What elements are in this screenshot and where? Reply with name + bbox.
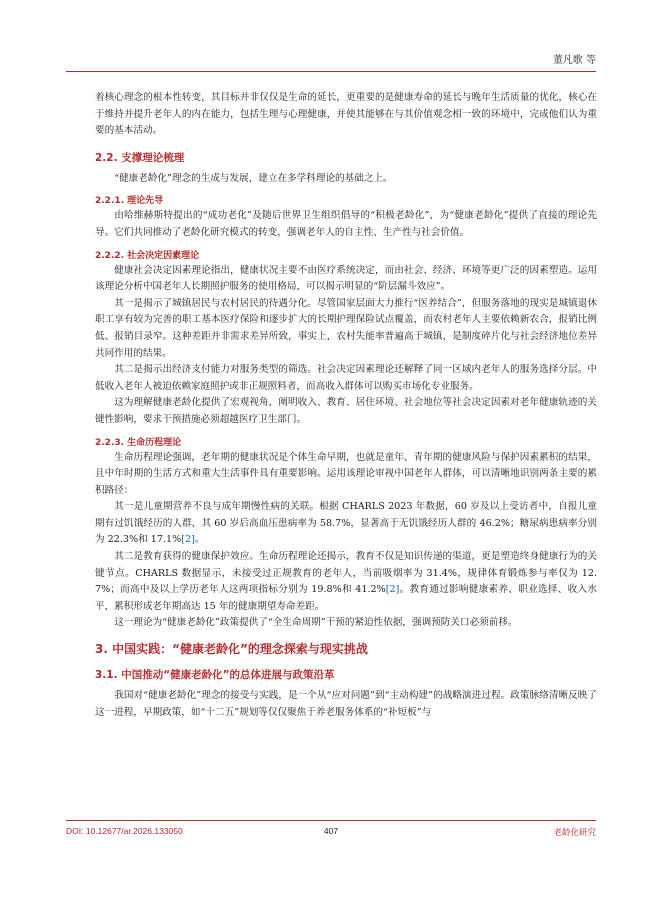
paragraph: 我国对“健康老龄化”理念的接受与实践，是一个从“应对问题”到“主动构建”的战略演进过程。政策脉络清晰反映了这一进程，早期政策，如“十二五”规划等仅仅聚焦于养老服务体系的“补短板”与 bbox=[95, 690, 597, 718]
doi-link[interactable]: DOI: 10.12677/ar.2026.133050 bbox=[66, 826, 183, 836]
paragraph: 这一理论为“健康老龄化”政策提供了“全生命周期”干预的紧迫性依据，强调预防关口必须前移。 bbox=[114, 617, 518, 629]
paragraph: 这为理解健康老龄化提供了宏观视角，阐明收入、教育、居住环境、社会地位等社会决定因素对老年健康轨迹的关键性影响，要求干预措施必须超越医疗卫生部门。 bbox=[95, 397, 597, 425]
paragraph: 其一是揭示了城镇居民与农村居民的待遇分化。尽管国家层面大力推行“医养结合”，但服务落地的现实是城镇退休职工享有较为完善的职工基本医疗保险和逐步扩大的长期护理保险试点覆盖，而农村老年人主要依赖新农合，报销比例低、报销目录窄。这种差距并非需求差异所致，事实上，农村失能率普遍高于城镇，是制度碎片化与社会经济地位差异共同作用的结果。 bbox=[95, 297, 597, 359]
citation-link[interactable]: [2] bbox=[385, 584, 400, 596]
paragraph: 由哈维赫斯特提出的“成功老化”及随后世界卫生组织倡导的“积极老龄化”，为“健康老龄化”提供了直接的理论先导。它们共同推动了老龄化研究模式的转变，强调老年人的自主性、生产性与社会价值。 bbox=[95, 210, 597, 238]
paragraph-text: 。教育通过影响健康素养、职业选择、收入水平，累积形成老年期高达 15 年的健康期望寿命差距。 bbox=[95, 584, 597, 612]
subsection-heading-2-2-3: 2.2.3. 生命历程理论 bbox=[95, 437, 182, 448]
section-heading-2-2: 2.2. 支撑理论梳理 bbox=[95, 151, 185, 164]
subsection-heading-2-2-1: 2.2.1. 理论先导 bbox=[95, 196, 164, 207]
section-heading-3: 3. 中国实践：“健康老龄化”的理念探索与现实挑战 bbox=[95, 642, 368, 657]
citation-link[interactable]: [2] bbox=[181, 534, 195, 546]
paragraph bbox=[95, 549, 597, 615]
paragraph: 其一是儿童期营养不良与成年期慢性病的关联。根据 CHARLS 2023 年数据，60 岁及以上受访者中，自报儿童期有过饥饿经历的人群，其 60 岁后高血压患病率为 58.7%，显著高于无饥饿经历人群的 46.2%；糖尿病患病率分别为 22.3%和 17.1%[2]。 bbox=[95, 501, 597, 546]
running-header-author: 董凡歌 等 bbox=[552, 55, 596, 66]
paragraph-text: 其二是教育获得的健康保护效应。生命历程理论还揭示，教育不仅是知识传递的渠道，更是塑造终身健康行为的关键节点。CHARLS 数据显示，未接受过正规教育的老年人，当前吸烟率为 31.4%，规律体育锻炼参与率仅为 12.7%；而高中及以上学历老年人这两项指标分别为 19.8%和 41.2% bbox=[95, 551, 597, 596]
paragraph: 生命历程理论强调，老年期的健康状况是个体生命早期，也就是童年、青年期的健康风险与保护因素累积的结果，且中年时期的生活方式和重大生活事件具有重要影响。运用该理论审视中国老年人群体，可以清晰地识别两条主要的累积路径： bbox=[95, 451, 597, 496]
footer-divider bbox=[66, 820, 596, 821]
journal-name: 老龄化研究 bbox=[553, 828, 596, 838]
paragraph: 健康社会决定因素理论指出，健康状况主要不由医疗系统决定，而由社会、经济、环境等更广泛的因素塑造。运用该理论分析中国老年人长期照护服务的使用格局，可以揭示明显的“阶层漏斗效应”。 bbox=[95, 264, 597, 293]
page-number: 407 bbox=[323, 826, 339, 836]
paragraph-text: 其一是儿童期营养不良与成年期慢性病的关联。根据 CHARLS 2023 年数据，60 岁及以上受访者中，自报儿童期有过饥饿经历的人群，其 60 岁后高血压患病率为 58.7%，显著高于无饥饿经历人群的 46.2%；糖尿病患病率分别为 22.3%和 17.1% bbox=[95, 501, 597, 546]
section-heading-3-1: 3.1. 中国推动“健康老龄化”的总体进展与政策沿革 bbox=[95, 669, 335, 682]
paragraph: 着核心理念的根本性转变，其目标并非仅仅是生命的延长，更重要的是健康寿命的延长与晚年生活质量的优化，核心在于维持并提升老年人的内在能力，包括生理与心理健康，并使其能够在与其价值观念相一致的环境中，完成他们认为重要的基本活动。 bbox=[95, 92, 597, 137]
header-divider bbox=[66, 71, 596, 72]
subsection-heading-2-2-2: 2.2.2. 社会决定因素理论 bbox=[95, 250, 200, 261]
paragraph: “健康老龄化”理念的生成与发展，建立在多学科理论的基础之上。 bbox=[114, 172, 393, 184]
article-body bbox=[95, 90, 597, 721]
paragraph: 其二是揭示出经济支付能力对服务类型的筛选。社会决定因素理论还解释了同一区域内老年人的服务选择分层。中低收入老年人被迫依赖家庭照护或非正规照料者，而高收入群体可以购买市场化专业服务。 bbox=[95, 364, 597, 392]
